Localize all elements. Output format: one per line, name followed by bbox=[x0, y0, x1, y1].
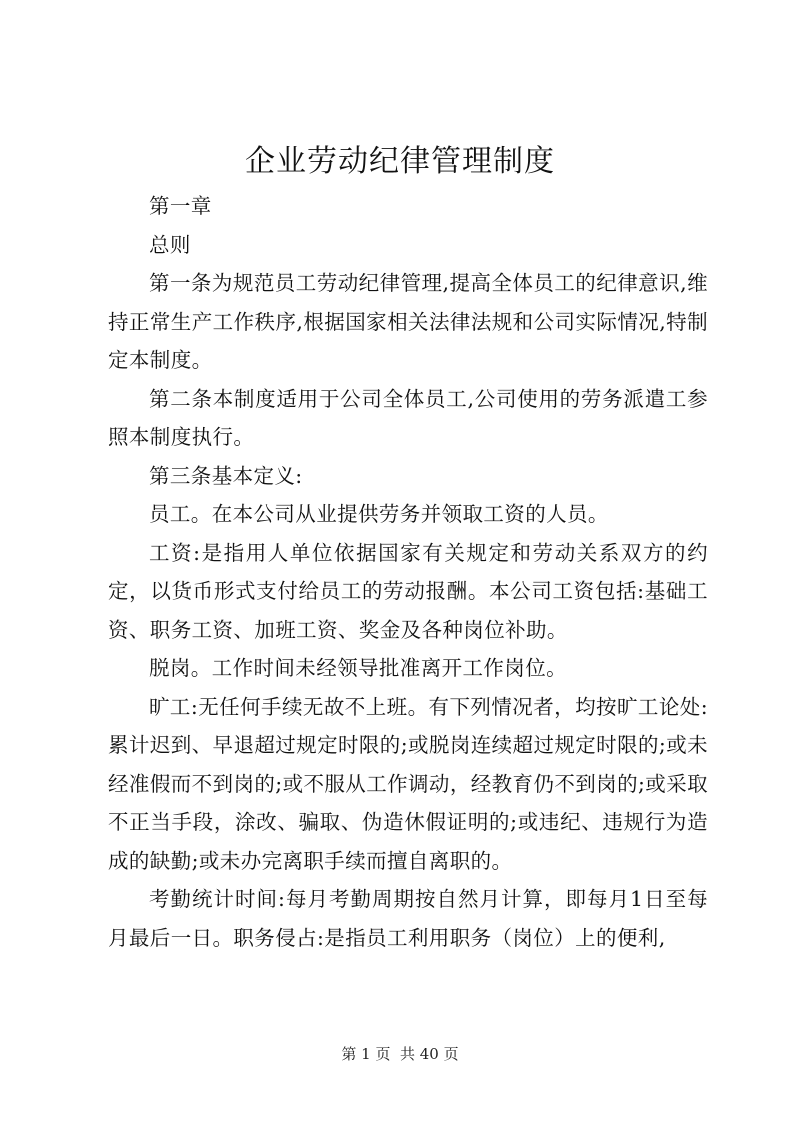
chapter-heading: 第一章 bbox=[149, 194, 212, 218]
definition-wage-paragraph: 工资:是指用人单位依据国家有关规定和劳动关系双方的约定，以货币形式支付给员工的劳动报酬。本公司工资包括:基础工资、职务工资、加班工资、奖金及各种岗位补助。 bbox=[108, 540, 708, 642]
definition-attendance-period-paragraph: 考勤统计时间:每月考勤周期按自然月计算，即每月1日至每月最后一日。职务侵占:是指员工利用职务（岗位）上的便利, bbox=[108, 887, 708, 950]
definition-absence-from-post-paragraph: 脱岗。工作时间未经领导批准离开工作岗位。 bbox=[149, 656, 567, 680]
page-number-label: 第 1 页 共 40 页 bbox=[341, 1045, 459, 1063]
document-body bbox=[108, 187, 708, 957]
definition-absenteeism-paragraph: 旷工:无任何手续无故不上班。有下列情况者，均按旷工论处:累计迟到、早退超过规定时限的;或脱岗连续超过规定时限的;或未经准假而不到岗的;或不服从工作调动，经教育仍不到岗的;或采取不正当手段，涂改、骗取、伪造休假证明的;或违纪、违规行为造成的缺勤;或未办完离职手续而擅自离职的。 bbox=[108, 694, 708, 873]
page-footer bbox=[0, 1044, 800, 1064]
definition-employee-paragraph: 员工。在本公司从业提供劳务并领取工资的人员。 bbox=[149, 502, 609, 526]
article-3-paragraph: 第三条基本定义: bbox=[149, 463, 303, 488]
article-1-paragraph: 第一条为规范员工劳动纪律管理,提高全体员工的纪律意识,维持正常生产工作秩序,根据国家相关法律法规和公司实际情况,特制定本制度。 bbox=[108, 271, 708, 372]
document-title: 企业劳动纪律管理制度 bbox=[245, 144, 555, 179]
article-2-paragraph: 第二条本制度适用于公司全体员工,公司使用的劳务派遣工参照本制度执行。 bbox=[108, 386, 708, 449]
section-heading: 总则 bbox=[149, 232, 191, 257]
